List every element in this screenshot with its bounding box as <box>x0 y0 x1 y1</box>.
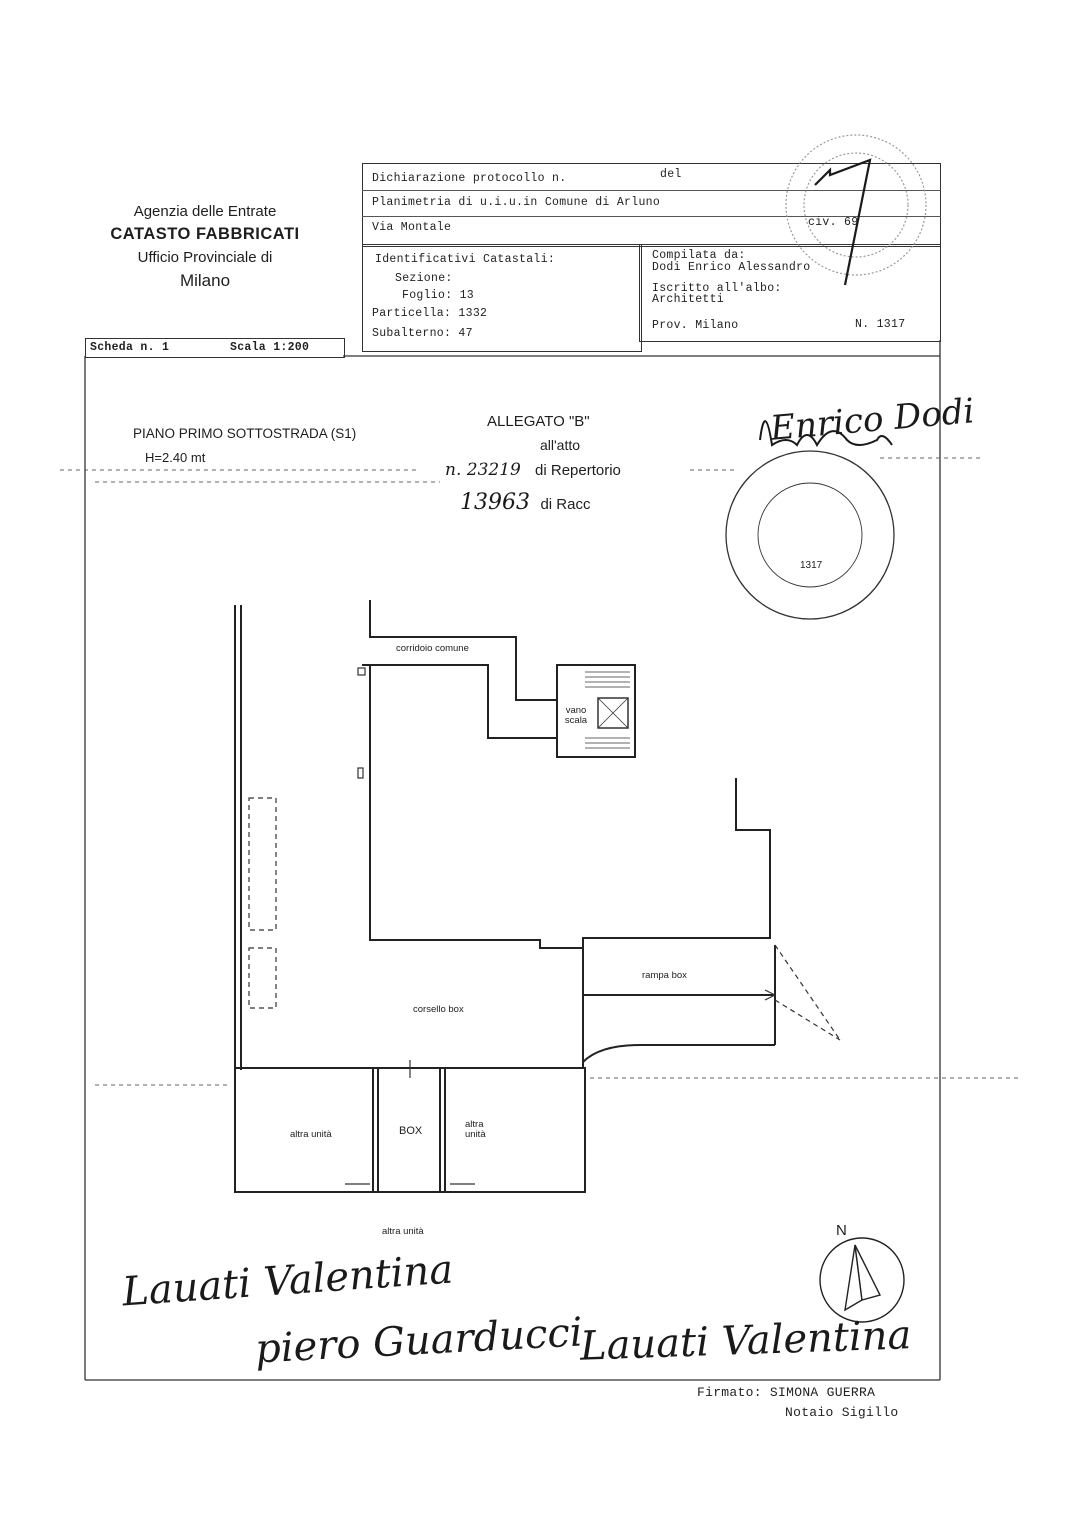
stair-label <box>562 706 590 726</box>
iscritto-label: Iscritto all'albo: <box>652 282 782 295</box>
stair-label-line1: vano <box>565 705 587 716</box>
other-unit-right <box>465 1120 486 1140</box>
planimetria-text: Planimetria di u.i.u.in Comune di Arluno <box>372 196 661 209</box>
address-text: Via Montale <box>372 221 452 234</box>
signature-3: Lauati Valentina <box>579 1312 913 1370</box>
box-label: BOX <box>399 1125 423 1137</box>
allatto-label: all'atto <box>540 437 581 453</box>
compiler-name: Dodi Enrico Alessandro <box>652 261 811 274</box>
stair-label-line2: scala <box>564 715 588 726</box>
albo-value: Architetti <box>652 293 725 306</box>
other-unit-right-line1: altra <box>465 1119 484 1130</box>
ramp-label: rampa box <box>642 970 687 981</box>
subalterno-field: Subalterno: 47 <box>372 327 473 340</box>
particella-field: Particella: 1332 <box>372 307 488 320</box>
scheda-number: Scheda n. 1 <box>90 341 170 354</box>
raccolta-number <box>460 490 590 515</box>
del-label: del <box>660 168 682 181</box>
allegato-label: ALLEGATO "B" <box>487 413 590 430</box>
compilata-label: Compilata da: <box>652 249 746 262</box>
scale-label: Scala 1:200 <box>230 341 310 354</box>
notary-seal: Notaio Sigillo <box>785 1405 899 1420</box>
floor-title: PIANO PRIMO SOTTOSTRADA (S1) <box>133 426 357 441</box>
agency-name: Agenzia delle Entrate <box>133 203 277 220</box>
signed-by: Firmato: SIMONA GUERRA <box>697 1385 876 1400</box>
signature-2: piero Guarducci <box>254 1309 584 1373</box>
aisle-label: corsello box <box>413 1004 464 1015</box>
protocol-label: Dichiarazione protocollo n. <box>372 172 567 185</box>
floor-height: H=2.40 mt <box>145 450 206 465</box>
north-label: N <box>836 1222 847 1239</box>
registration-number: N. 1317 <box>855 318 906 331</box>
stamp-number: 1317 <box>800 560 823 571</box>
signature-1: Lauati Valentina <box>120 1246 455 1316</box>
other-unit-right-line2: unità <box>465 1129 486 1140</box>
identifiers-title: Identificativi Catastali: <box>375 253 556 266</box>
civic-number: civ. 69 <box>808 216 859 229</box>
raccolta-value: 13963 <box>460 490 530 515</box>
repertorio-number <box>445 460 621 480</box>
sezione-field: Sezione: <box>395 272 453 285</box>
repertorio-suffix: di Repertorio <box>535 462 621 479</box>
foglio-field: Foglio: 13 <box>402 289 475 302</box>
architect-signature: Enrico Dodi <box>768 391 976 449</box>
other-unit-bottom: altra unità <box>382 1226 424 1237</box>
catasto-title: CATASTO FABBRICATI <box>110 225 300 243</box>
office-label: Ufficio Provinciale di <box>137 249 273 266</box>
corridor-label: corridoio comune <box>396 643 469 654</box>
office-city: Milano <box>179 271 231 290</box>
raccolta-suffix: di Racc <box>540 496 591 513</box>
repertorio-value: n. 23219 <box>445 460 521 480</box>
other-unit-left: altra unità <box>290 1129 332 1140</box>
province-value: Prov. Milano <box>652 319 739 332</box>
